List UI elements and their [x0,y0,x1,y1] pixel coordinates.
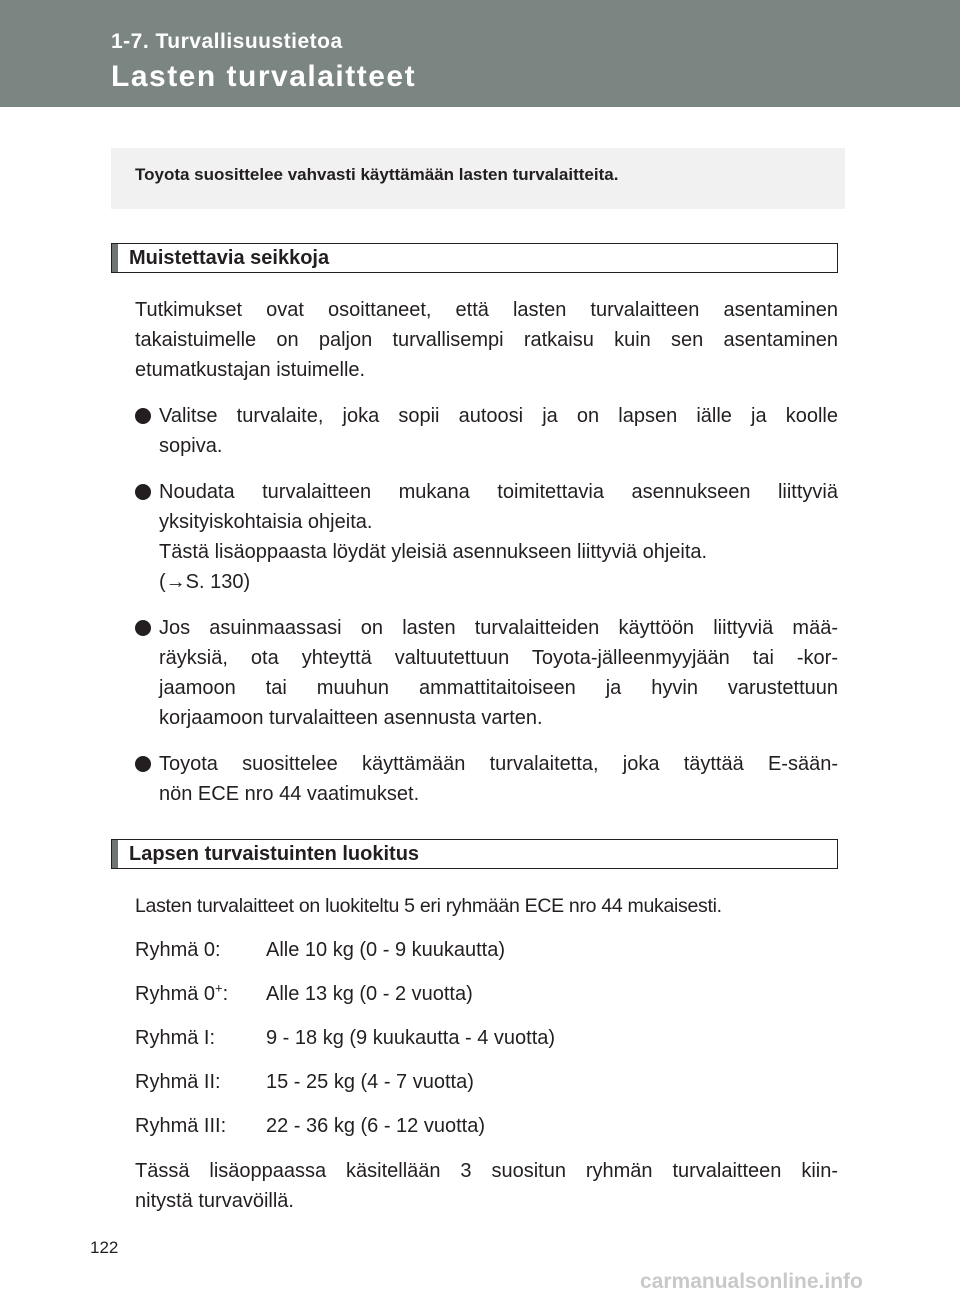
section1-paragraph [135,295,838,385]
bullet-line: Toyota suosittelee käyttämään turvalaitetta, joka täyttää E-sään- [159,753,838,775]
group-row [135,979,473,1009]
group-row [135,935,505,965]
bullet-dot-icon [135,756,151,772]
section-heading-label: Lapsen turvaistuinten luokitus [129,843,420,865]
group-label-sup: + [215,980,223,996]
group-value: 15 - 25 kg (4 - 7 vuotta) [266,1071,474,1093]
bullet-line: nön ECE nro 44 vaatimukset. [159,783,420,805]
section-heading-muistettavia [111,243,838,273]
group-row [135,1111,485,1141]
group-label: Ryhmä 0 [135,983,216,1005]
paragraph-line: takaistuimelle on paljon turvallisempi ratkaisu kuin sen asentaminen [135,329,838,351]
paragraph-line: etumatkustajan istuimelle. [135,359,366,381]
bullet-dot-icon [135,620,151,636]
page-title: Lasten turvalaitteet [111,60,417,93]
bullet-line: Tästä lisäoppaasta löydät yleisiä asennukseen liittyviä ohjeita. [159,541,708,563]
bullet-line: Noudata turvalaitteen mukana toimitettavia asennukseen liittyviä [159,481,838,503]
group-label: Ryhmä I: [135,1027,216,1049]
group-value: 9 - 18 kg (9 kuukautta - 4 vuotta) [266,1027,556,1049]
group-value: Alle 10 kg (0 - 9 kuukautta) [266,939,506,961]
group-value: 22 - 36 kg (6 - 12 vuotta) [266,1115,486,1137]
section-heading-label: Muistettavia seikkoja [129,247,330,269]
section-heading-luokitus [111,839,838,869]
bullet-line: sopiva. [159,435,223,457]
chapter-title: 1-7. Turvallisuustietoa [111,30,343,53]
bullet-dot-icon [135,408,151,424]
bullet-line: räyksiä, ota yhteyttä valtuutettuun Toyota-jälleenmyyjään tai -kor- [159,647,838,669]
intro-box [111,148,845,209]
group-label: Ryhmä 0: [135,939,221,961]
section-heading-bar [112,840,118,868]
bullet-line: Jos asuinmaassasi on lasten turvalaitteiden käyttöön liittyviä mää- [159,617,838,639]
bullet-item [135,613,838,733]
intro-text: Toyota suosittelee vahvasti käyttämään lasten turvalaitteita. [135,165,619,184]
page-number: 122 [90,1238,119,1257]
group-row [135,1023,555,1053]
group-label-suffix: : [222,983,229,1005]
bullet-item [135,749,838,809]
bullet-item [135,477,838,597]
paragraph-line: Tässä lisäoppaassa käsitellään 3 suositun ryhmän turvalaitteen kiin- [135,1160,838,1182]
bullet-line: korjaamoon turvalaitteen asennusta varten. [159,707,543,729]
bullet-line: jaamoon tai muuhun ammattitaitoiseen ja hyvin varustettuun [159,677,838,699]
page-header [0,0,960,107]
bullet-line: yksityiskohtaisia ohjeita. [159,511,373,533]
page-reference-link[interactable]: (→S. 130) [159,571,251,593]
group-label-wrap [135,979,266,1009]
paragraph-line: Tutkimukset ovat osoittaneet, että lasten turvalaitteen asentaminen [135,299,838,321]
bullet-dot-icon [135,484,151,500]
paragraph-line: nitystä turvavöillä. [135,1190,294,1212]
watermark: carmanualsonline.info [640,1270,863,1293]
closing-paragraph [135,1156,838,1216]
group-value: Alle 13 kg (0 - 2 vuotta) [266,983,473,1005]
group-label: Ryhmä III: [135,1115,227,1137]
classification-intro: Lasten turvalaitteet on luokiteltu 5 eri ryhmään ECE nro 44 mukaisesti. [135,895,722,917]
bullet-line: Valitse turvalaite, joka sopii autoosi ja on lapsen iälle ja koolle [159,405,838,427]
bullet-item [135,401,838,461]
group-label: Ryhmä II: [135,1071,221,1093]
group-row [135,1067,474,1097]
section-heading-bar [112,244,118,272]
